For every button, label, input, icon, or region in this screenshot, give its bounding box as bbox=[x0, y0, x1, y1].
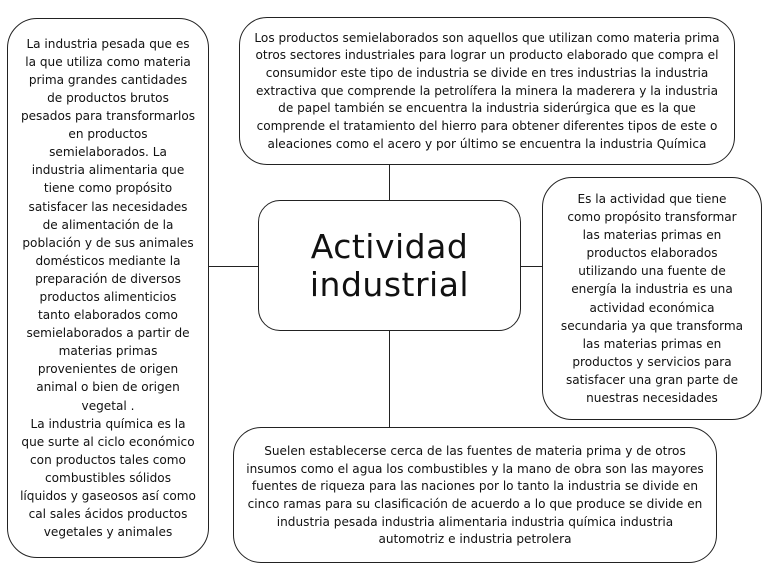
top-description-text: Los productos semielaborados son aquellos que utilizan como materia prima otros sectores industriales para lograr un producto elaborado que compra el consumidor este tipo de industria se divide en tres industrias la industria extractiva que comprende la petrolífera la minera la maderera y la industria de papel también se encuentra la industria siderúrgica que es la que comprende el tratamiento del hierro para obtener diferentes tipos de este o aleaciones como el acero y por último se encuentra la industria Química bbox=[254, 30, 720, 151]
connector-right bbox=[521, 266, 542, 267]
left-description-text: La industria pesada que es la que utiliza como materia prima grandes cantidades de productos brutos pesados para transformarlos en productos semielaborados. La industria alimentaria que tiene como propósito satisfacer las necesidades de alimentación de la población y de sus animales domésticos mediante la preparación de diversos productos alimenticios tanto elaborados como semielaborados a partir de materias primas provenientes de origen animal o bien de origen vegetal . La industria química es la que surte al ciclo económico con productos tales como combustibles sólidos líquidos y gaseosos así como cal sales ácidos productos vegetales y animales bbox=[20, 36, 196, 540]
bottom-description-box bbox=[233, 427, 717, 563]
left-description-box bbox=[7, 18, 209, 558]
connector-top bbox=[389, 165, 390, 200]
central-topic-title: Actividad industrial bbox=[309, 226, 470, 304]
right-description-box bbox=[542, 177, 762, 420]
central-topic-box bbox=[258, 200, 521, 331]
top-description-box bbox=[239, 17, 735, 165]
connector-left bbox=[209, 266, 258, 267]
connector-bottom bbox=[389, 331, 390, 427]
bottom-description-text: Suelen establecerse cerca de las fuentes de materia prima y de otros insumos como el agua los combustibles y la mano de obra son las mayores fuentes de riqueza para las naciones por lo tanto la industria se divide en cinco ramas para su clasificación de acuerdo a lo que produce se divide en industria pesada industria alimentaria industria química industria automotriz e industria petrolera bbox=[246, 443, 704, 547]
right-description-text: Es la actividad que tiene como propósito transformar las materias primas en productos elaborados utilizando una fuente de energía la industria es una actividad económica secundaria ya que transforma las materias primas en productos y servicios para satisfacer una gran parte de nuestras necesidades bbox=[560, 191, 744, 405]
